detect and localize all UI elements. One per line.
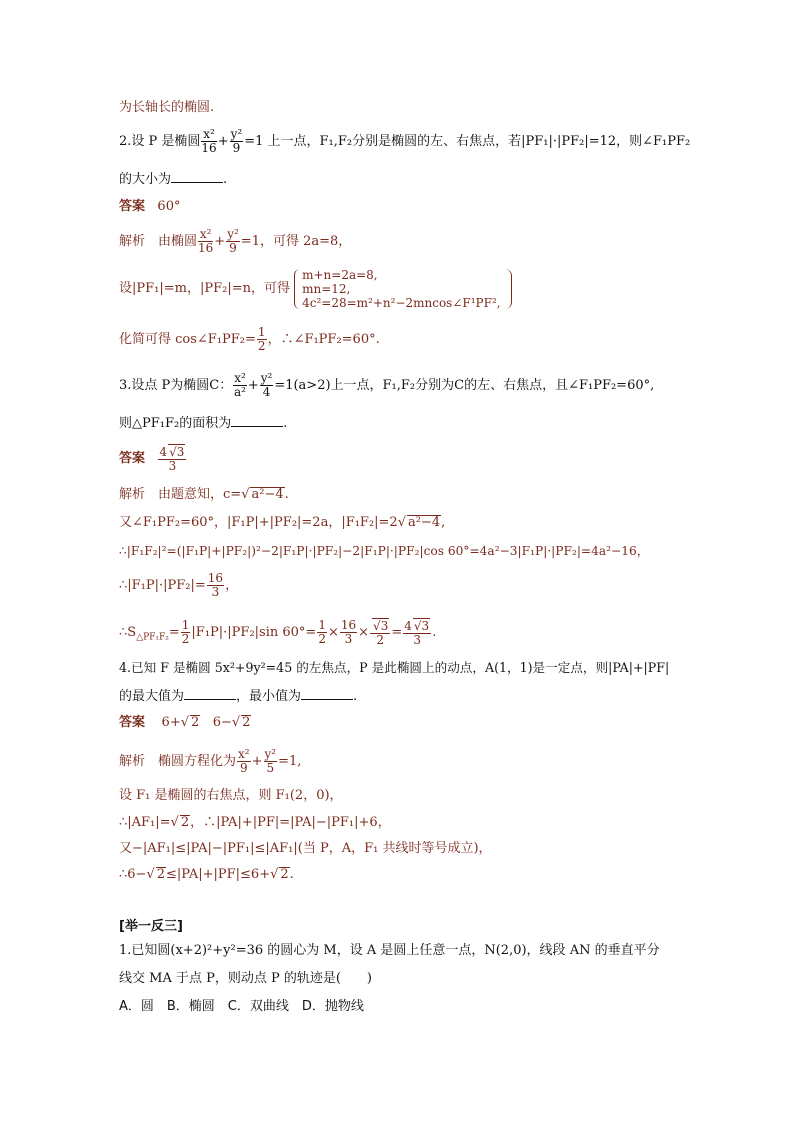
- question-2: 2.设 P 是椭圆 $\frac{\text{x²}}{16}$ + $\frac{\text{y²}}{9}$ =1 上一点，F₁,F₂分别是椭圆的左、右焦点，若|PF₁|·|PF₂|=12，则∠F₁PF₂: [119, 127, 691, 155]
- text-line: 为长轴长的椭圆.: [119, 100, 215, 115]
- solution-3-line-1: 解析 由题意知，c=√ a²−4.: [119, 487, 289, 502]
- question-2-cont: 的大小为 .: [119, 172, 228, 187]
- answer-blank: [301, 687, 353, 700]
- answer-label: 答案: [119, 451, 146, 466]
- solution-4-line-4: 又−|AF₁|≤|PA|−|PF₁|≤|AF₁|(当 P，A，F₁ 共线时等号成立)，: [119, 841, 492, 856]
- equation-system: m+n=2a=8, mn=12, 4c²=28=m²+n²−2mncos∠F¹PF²,: [294, 268, 500, 310]
- solution-3-line-2: 又∠F₁PF₂=60°，|F₁P|+|PF₂|=2a，|F₁F₂|=2√ a²−4,: [119, 515, 446, 530]
- solution-2-line-2: 设|PF₁|=m，|PF₂|=n，可得 m+n=2a=8, mn=12, 4c²=28=m²+n²−2mncos∠F¹PF²,: [119, 268, 512, 310]
- fraction: $\frac{\text{x²}}{16}$: [201, 127, 217, 155]
- solution-4-line-5: ∴6−√ 2≤|PA|+|PF|≤6+√ 2.: [119, 867, 294, 882]
- solution-3-line-5: $\therefore S_{\triangle PF_1F_2}=$ $\frac{1}{2}$ |F₁P|·|PF₂|sin 60°= $\frac{1}{2}$ × $\frac{16}{3}$ × $\frac{√3}{2}$ = $\frac{4 √3}{3}$ .: [119, 618, 437, 647]
- question-3-cont: 则△PF₁F₂的面积为 .: [119, 416, 288, 431]
- practice-1-cont: 线交 MA 于点 P，则动点 P 的轨迹是( ): [119, 971, 372, 986]
- answer-2: [119, 198, 180, 216]
- practice-1: 1.已知圆(x+2)²+y²=36 的圆心为 M，设 A 是圆上任意一点，N(2,0)，线段 AN 的垂直平分: [119, 943, 660, 958]
- answer-blank: [184, 687, 236, 700]
- question-3: 3.设点 P为椭圆C： $\frac{\text{x²}}{\text{a²}}$ + $\frac{\text{y²}}{4}$ =1(a>2)上一点，F₁,F₂分别为C的左、右焦点，且∠F₁PF₂=60°,: [119, 371, 655, 399]
- solution-4-line-2: 设 F₁ 是椭圆的右焦点，则 F₁(2，0)，: [119, 788, 343, 803]
- answer-value: $\frac{4 √3}{3}$: [159, 445, 185, 473]
- answer-label: 答案: [119, 199, 146, 214]
- solution-4-line-3: ∴|AF₁|=√ 2，∴|PA|+|PF|=|PA|−|PF₁|+6，: [119, 815, 391, 830]
- question-4-cont: 的最大值为 ，最小值为 .: [119, 689, 358, 704]
- answer-label: 答案: [119, 715, 146, 730]
- solution-2-line-1: 解析 由椭圆 $\frac{\text{x²}}{16}$ + $\frac{\text{y²}}{9}$ =1，可得 2a=8，: [119, 227, 352, 255]
- answer-value: 60°: [157, 199, 181, 214]
- answer-blank: [231, 414, 283, 427]
- practice-1-options: A．圆 B．椭圆 C．双曲线 D．抛物线: [119, 999, 364, 1014]
- question-4: 4.已知 F 是椭圆 5x²+9y²=45 的左焦点，P 是此椭圆上的动点，A(1，1)是一定点，则|PA|+|PF|: [119, 660, 670, 675]
- fraction: $\frac{\text{y²}}{9}$: [230, 127, 243, 155]
- section-heading: [举一反三]: [119, 919, 183, 934]
- text: 的大小为: [119, 172, 172, 187]
- answer-4: 答案 6+√ 2 6−√ 2: [119, 715, 251, 730]
- answer-3: [119, 444, 187, 473]
- solution-3-line-3: ∴|F₁F₂|²=(|F₁P|+|PF₂|)²−2|F₁P|·|PF₂|−2|F₁P|·|PF₂|cos 60°=4a²−3|F₁P|·|PF₂|=4a²−16，: [119, 544, 649, 558]
- solution-2-line-3: 化简可得 cos∠F₁PF₂= $\frac{1}{2}$ ，∴∠F₁PF₂=60°.: [119, 325, 380, 353]
- text: 2.设 P 是椭圆: [119, 134, 201, 149]
- solution-3-line-4: ∴|F₁P|·|PF₂|= $\frac{16}{3}$ ，: [119, 571, 239, 599]
- answer-blank: [171, 170, 223, 183]
- solution-4-line-1: 解析 椭圆方程化为 $\frac{\text{x²}}{9}$ + $\frac{\text{y²}}{5}$ =1,: [119, 747, 302, 775]
- text: =1 上一点，F₁,F₂分别是椭圆的左、右焦点，若|PF₁|·|PF₂|=12，则∠F₁PF₂: [244, 134, 691, 149]
